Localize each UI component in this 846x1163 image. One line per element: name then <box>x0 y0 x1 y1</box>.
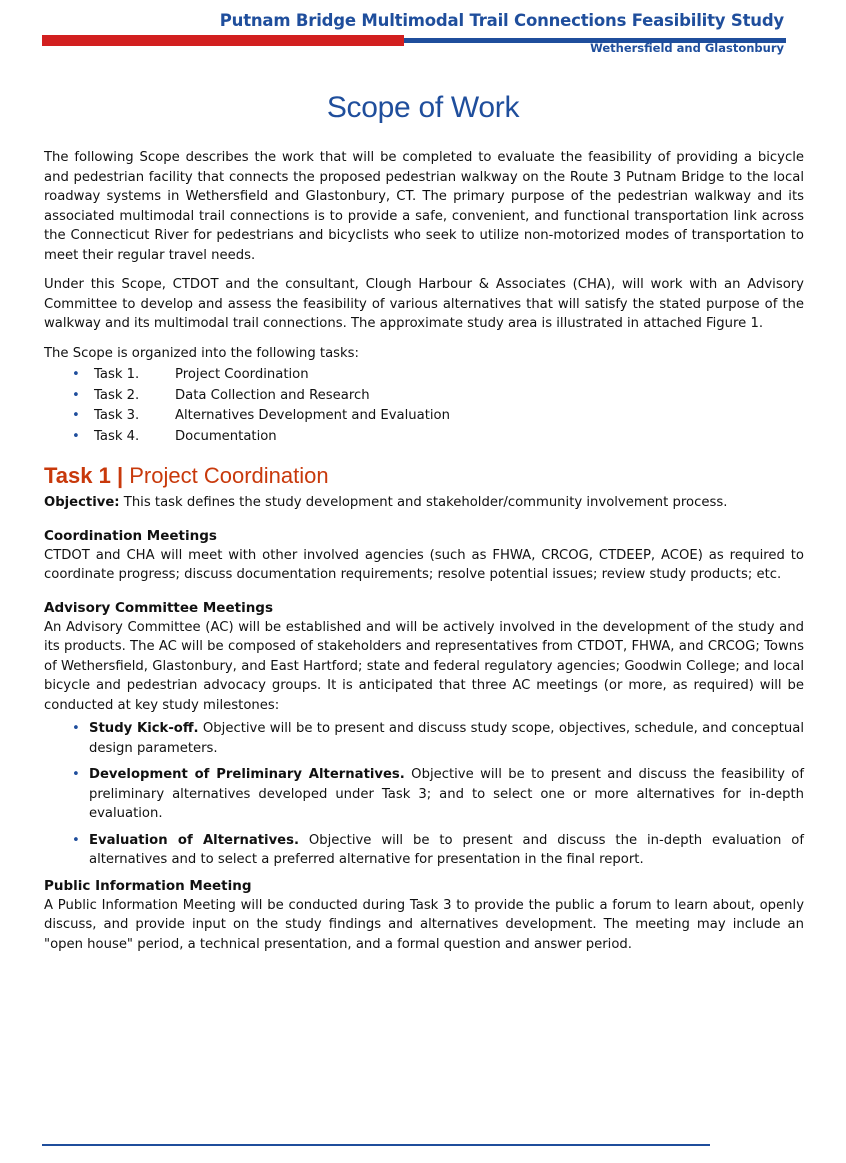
milestone-lead: Development of Preliminary Alternatives. <box>89 767 405 782</box>
milestone-lead: Study Kick-off. <box>89 721 199 736</box>
task-list <box>44 365 804 447</box>
footer-rule <box>42 1144 710 1146</box>
milestone-text: Objective will be to present and discuss the feasibility of preliminary alternatives developed under Task 3; and to select one or more alternatives for in-depth evaluation. <box>89 767 804 821</box>
task-1-objective <box>44 493 804 513</box>
task-name: Data Collection and Research <box>175 387 370 403</box>
milestone-item <box>44 765 804 824</box>
task-name: Alternatives Development and Evaluation <box>175 408 450 423</box>
task-list-item <box>44 406 804 427</box>
objective-text: This task defines the study development and stakeholder/community involvement process. <box>119 495 728 510</box>
milestone-text: Objective will be to present and discuss study scope, objectives, schedule, and conceptual design parameters. <box>89 721 804 756</box>
task-number: Task 3. <box>94 408 140 423</box>
document-header-title: Putnam Bridge Multimodal Trail Connections Feasibility Study <box>219 11 784 30</box>
task-1-heading <box>44 463 804 489</box>
task-name: Project Coordination <box>175 367 309 382</box>
header-rule-red <box>42 35 404 46</box>
intro-paragraph-1: The following Scope describes the work that will be completed to evaluate the feasibility of providing a bicycle and pedestrian facility that connects the proposed pedestrian walkway on the Route 3 Putnam Bridge to the local roadway systems in Wethersfield and Glastonbury, CT. The primary purpose of the pedestrian walkway and its associated multimodal trail connections is to provide a safe, convenient, and functional transportation link across the Connecticut River for pedestrians and bicyclists who seek to utilize non-motorized modes of transportation to meet their regular travel needs. <box>44 150 804 263</box>
intro-paragraph-3: The Scope is organized into the following tasks: <box>44 345 359 361</box>
coordination-meetings-text: CTDOT and CHA will meet with other involved agencies (such as FHWA, CRCOG, CTDEEP, ACOE) as required to coordinate progress; discuss documentation requirements; resolve potential issues; review study products; etc. <box>44 547 804 582</box>
task-number: Task 4. <box>94 428 140 444</box>
task-1-heading-number: Task 1 | <box>44 463 124 488</box>
document-header-subtitle: Wethersfield and Glastonbury <box>590 41 784 55</box>
advisory-committee-text: An Advisory Committee (AC) will be established and will be actively involved in the development of the study and its products. The AC will be composed of stakeholders and representatives from CTDOT, FHWA, and CRCOG; Towns of Wethersfield, Glastonbury, and East Hartford; state and federal regulatory agencies; Goodwin College; and local bicycle and pedestrian advocacy groups. It is anticipated that three AC meetings (or more, as required) will be conducted at key study milestones: <box>44 619 804 713</box>
milestone-item <box>44 831 804 870</box>
task-1-heading-name: Project Coordination <box>123 463 329 488</box>
task-list-item <box>44 386 804 407</box>
intro-paragraph-2: Under this Scope, CTDOT and the consultant, Clough Harbour & Associates (CHA), will work with an Advisory Committee to develop and assess the feasibility of various alternatives that will satisfy the stated purpose of the walkway and its multimodal trail connections. The approximate study area is illustrated in attached Figure 1. <box>44 277 804 331</box>
task-number: Task 1. <box>94 367 140 382</box>
milestone-list <box>44 719 804 870</box>
public-information-text: A Public Information Meeting will be conducted during Task 3 to provide the public a forum to learn about, openly discuss, and provide input on the study findings and alternatives development. The meeting may include an "open house" period, a technical presentation, and a formal question and answer period. <box>44 897 804 952</box>
coordination-meetings-heading: Coordination Meetings <box>44 527 217 544</box>
task-name: Documentation <box>175 428 277 444</box>
advisory-committee-heading: Advisory Committee Meetings <box>44 599 274 616</box>
milestone-lead: Evaluation of Alternatives. <box>89 832 299 848</box>
task-number: Task 2. <box>94 387 140 403</box>
task-list-item <box>44 365 804 386</box>
objective-label: Objective: <box>44 495 120 510</box>
task-list-item <box>44 427 804 448</box>
public-information-heading: Public Information Meeting <box>44 877 252 894</box>
document-body <box>44 148 804 964</box>
page-title: Scope of Work <box>326 91 520 124</box>
milestone-item <box>44 719 804 758</box>
milestone-text: Objective will be to present and discuss the in-depth evaluation of alternatives and to select a preferred alternative for presentation in the final report. <box>89 832 804 867</box>
